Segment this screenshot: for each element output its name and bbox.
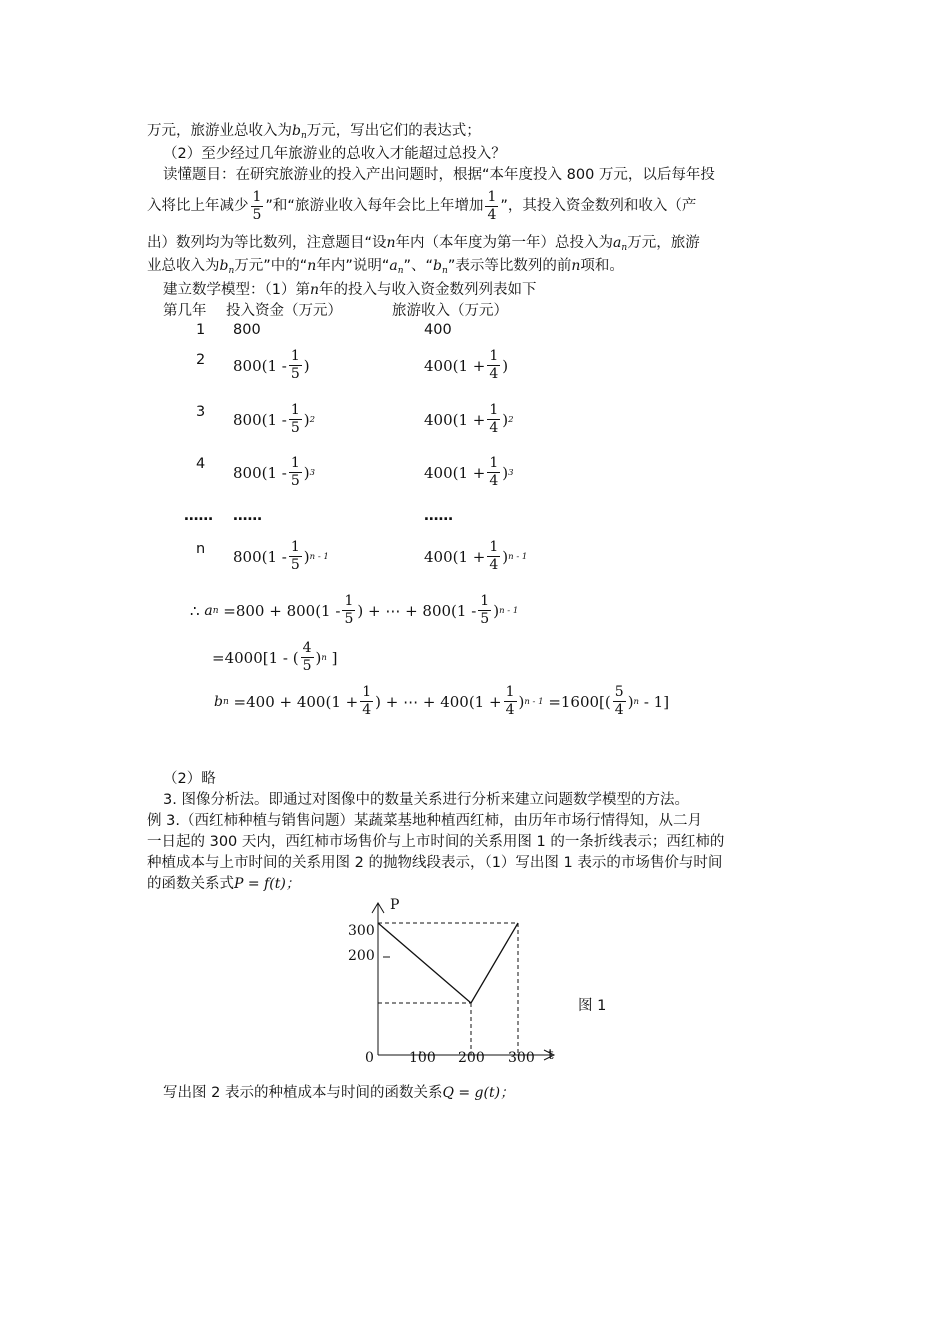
expr-text: ) <box>315 648 322 667</box>
expr-text: ) <box>502 356 509 375</box>
exponent: 3 <box>508 467 514 478</box>
expr-text: ) <box>303 547 310 566</box>
numerator: 1 <box>489 348 499 364</box>
symbol-a: a <box>613 235 622 251</box>
text-line-17: 3. 图像分析法。即通过对图像中的数量关系进行分析来建立问题数学模型的方法。 <box>163 792 689 808</box>
denominator: 5 <box>290 557 300 573</box>
exponent: 2 <box>309 414 316 425</box>
fraction-one-fifth <box>289 539 302 574</box>
fraction-five-fourths <box>613 684 626 719</box>
fraction-one-fourth <box>487 539 500 574</box>
exponent: n - 1 <box>499 605 519 616</box>
subscript-n: n <box>300 131 307 141</box>
exponent: n - 1 <box>309 551 329 562</box>
symbol-n: n <box>386 235 396 251</box>
denominator: 4 <box>489 557 499 573</box>
axis-label-p: P <box>390 897 400 913</box>
expr-text: ) <box>627 692 634 711</box>
expr-text: - 1] <box>643 692 670 711</box>
text-fragment: 入将比上年减少 <box>147 198 249 214</box>
numerator: 5 <box>614 684 624 700</box>
subscript-n: n <box>228 266 235 276</box>
expr-text: =400 + 400(1 + <box>233 692 359 711</box>
expr-text: ) <box>502 410 509 429</box>
denominator: 5 <box>290 420 300 436</box>
exponent: n - 1 <box>508 551 528 562</box>
denominator: 4 <box>362 702 372 718</box>
symbol-a: a <box>389 258 398 274</box>
row-ellipsis-income: …… <box>424 508 453 524</box>
text-line-2: （2）至少经过几年旅游业的总收入才能超过总投入？ <box>163 146 506 162</box>
expr-text: ) <box>518 692 525 711</box>
expr-text: ) <box>502 547 509 566</box>
row-4-invest <box>233 455 315 490</box>
fraction-one-fifth <box>342 593 355 628</box>
expr-text: ) + ⋯ + 400(1 + <box>375 692 502 711</box>
row-1-year: 1 <box>196 322 206 338</box>
expr-text: =800 + 800(1 - <box>223 601 341 620</box>
text-line-1 <box>147 121 481 146</box>
row-3-year: 3 <box>196 404 206 420</box>
expr-text: 400(1 + <box>424 356 486 375</box>
symbol-n: n <box>309 282 320 298</box>
figure-1-graph <box>340 895 570 1070</box>
symbol-n: n <box>307 258 317 274</box>
exponent: 3 <box>309 467 316 478</box>
row-2-invest <box>233 348 310 383</box>
subscript-n: n <box>442 266 448 276</box>
row-1-income: 400 <box>424 322 452 338</box>
row-ellipsis-year: …… <box>184 508 213 524</box>
function-f-expr: P = f(t)； <box>234 876 300 892</box>
fraction-one-fifth <box>289 455 302 490</box>
numerator: 1 <box>489 539 499 555</box>
symbol-b: b <box>433 258 443 274</box>
denominator: 5 <box>290 366 300 382</box>
fraction-one-fourth <box>360 684 373 719</box>
numerator: 1 <box>290 539 300 555</box>
function-g-expr: Q = g(t)； <box>442 1085 515 1101</box>
expr-text: 400(1 + <box>424 463 486 482</box>
x-label-300: 300 <box>508 1050 535 1066</box>
symbol-b: b <box>292 123 301 139</box>
formula-an-closed <box>212 640 338 675</box>
row-2-income <box>424 348 508 383</box>
symbol-b: b <box>219 258 229 274</box>
fraction-one-fourth <box>504 684 517 719</box>
numerator: 1 <box>487 188 497 205</box>
text-fragment: ”、“ <box>403 258 434 274</box>
table-header-invest: 投入资金（万元） <box>226 303 342 319</box>
row-4-income <box>424 455 514 490</box>
denominator: 4 <box>489 420 499 436</box>
denominator: 5 <box>480 611 490 627</box>
therefore-symbol: ∴ <box>190 601 200 620</box>
denominator: 4 <box>487 206 497 223</box>
text-fragment: ”表示等比数列的前 <box>447 258 572 274</box>
denominator: 4 <box>489 473 499 489</box>
text-line-5 <box>147 233 700 258</box>
row-4-year: 4 <box>196 456 206 472</box>
fraction-four-fifths <box>301 640 314 675</box>
price-polyline <box>378 923 518 1003</box>
row-3-income <box>424 402 514 437</box>
expr-text: 400(1 + <box>424 410 486 429</box>
table-header-year: 第几年 <box>163 303 207 319</box>
numerator: 1 <box>252 188 262 205</box>
text-fragment: 写出图 2 表示的种植成本与时间的函数关系 <box>163 1085 443 1101</box>
row-3-invest <box>233 402 315 437</box>
text-line-16: （2）略 <box>163 771 216 787</box>
text-fragment: 建立数学模型：（1）第 <box>163 282 310 298</box>
fraction-one-fourth <box>487 348 500 383</box>
text-line-18: 例 3.（西红柿种植与销售问题）某蔬菜基地种植西红柿，由历年市场行情得知，从二月 <box>147 813 702 829</box>
subscript-n: n <box>397 266 404 276</box>
numerator: 1 <box>480 593 490 609</box>
row-1-invest: 800 <box>233 322 261 338</box>
expr-text: 800(1 - <box>233 547 287 566</box>
numerator: 4 <box>302 640 312 656</box>
expr-text: ) <box>502 463 509 482</box>
figure-1-caption: 图 1 <box>578 998 607 1014</box>
expr-text: ) + ⋯ + 800(1 - <box>357 601 477 620</box>
fraction-one-fourth <box>487 402 500 437</box>
denominator: 4 <box>489 366 499 382</box>
formula-an <box>190 593 518 628</box>
numerator: 1 <box>505 684 515 700</box>
row-n-year: n <box>196 541 206 557</box>
exponent: n <box>321 652 327 663</box>
text-fragment: 业总收入为 <box>147 258 220 274</box>
expr-text: ) <box>303 463 310 482</box>
denominator: 5 <box>344 611 354 627</box>
text-fragment: 的函数关系式 <box>147 876 234 892</box>
expr-text: ) <box>303 356 310 375</box>
exponent: n - 1 <box>524 696 544 707</box>
subscript-n: n <box>222 696 229 707</box>
numerator: 1 <box>489 455 499 471</box>
text-line-20: 种植成本与上市时间的关系用图 2 的抛物线段表示，（1）写出图 1 表示的市场售价与时间 <box>147 855 723 871</box>
expr-text: ] <box>331 648 338 667</box>
fraction-one-fifth <box>289 348 302 383</box>
text-fragment: 年内（本年度为第一年）总投入为 <box>395 235 614 251</box>
text-line-22 <box>163 1083 514 1103</box>
text-fragment: 项和。 <box>580 258 624 274</box>
row-2-year: 2 <box>196 352 206 368</box>
symbol-n: n <box>571 258 581 274</box>
numerator: 1 <box>290 455 300 471</box>
denominator: 5 <box>290 473 300 489</box>
numerator: 1 <box>362 684 372 700</box>
denominator: 5 <box>252 206 262 223</box>
text-line-21 <box>147 874 300 894</box>
formula-bn <box>214 684 669 719</box>
text-fragment: 万元，旅游 <box>627 235 700 251</box>
subscript-n: n <box>212 605 219 616</box>
row-ellipsis-invest: …… <box>233 508 262 524</box>
expr-text: 800(1 - <box>233 410 287 429</box>
x-label-200: 200 <box>458 1050 485 1066</box>
denominator: 4 <box>505 702 515 718</box>
row-n-invest <box>233 539 329 574</box>
denominator: 4 <box>614 702 624 718</box>
text-line-6 <box>147 256 624 281</box>
exponent: n <box>633 696 640 707</box>
exponent: 2 <box>508 414 514 425</box>
numerator: 1 <box>290 402 300 418</box>
fraction-one-fifth <box>251 189 264 224</box>
text-line-19: 一日起的 300 天内，西红柿市场售价与上市时间的关系用图 1 的一条折线表示；西红柿的 <box>147 834 725 850</box>
y-label-200: 200 <box>348 948 375 964</box>
subscript-n: n <box>621 243 628 253</box>
expr-text: 400(1 + <box>424 547 486 566</box>
expr-text: ) <box>493 601 500 620</box>
text-fragment: 出）数列均为等比数列，注意题目“设 <box>147 235 387 251</box>
text-line-4 <box>147 186 696 226</box>
origin-label: 0 <box>365 1050 374 1066</box>
expr-text: =1600[( <box>548 692 611 711</box>
expr-text: ) <box>303 410 310 429</box>
row-n-income <box>424 539 527 574</box>
text-line-3: 读懂题目：在研究旅游业的投入产出问题时，根据“本年度投入 800 万元，以后每年投 <box>163 167 715 183</box>
fraction-one-fourth <box>485 189 498 224</box>
denominator: 5 <box>302 658 312 674</box>
text-fragment: ”，其投入资金数列和收入（产 <box>500 198 697 214</box>
expr-text: =4000[1 - ( <box>212 648 299 667</box>
expr-text: 800(1 - <box>233 356 287 375</box>
numerator: 1 <box>290 348 300 364</box>
symbol-a: a <box>204 602 213 619</box>
expr-text: 800(1 - <box>233 463 287 482</box>
text-fragment: 万元”中的“ <box>234 258 308 274</box>
fraction-one-fifth <box>478 593 491 628</box>
symbol-b: b <box>214 693 223 710</box>
text-fragment: 万元，旅游业总收入为 <box>147 123 292 139</box>
fraction-one-fourth <box>487 455 500 490</box>
text-fragment: 年的投入与收入资金数列列表如下 <box>319 282 537 298</box>
numerator: 1 <box>489 402 499 418</box>
x-label-100: 100 <box>409 1050 436 1066</box>
text-fragment: 年内”说明“ <box>316 258 390 274</box>
axis-label-t: t <box>548 1047 554 1063</box>
y-label-300: 300 <box>348 923 375 939</box>
text-fragment: 万元，写出它们的表达式； <box>306 123 481 139</box>
table-header-income: 旅游收入（万元） <box>392 303 508 319</box>
text-line-7 <box>163 280 537 300</box>
fraction-one-fifth <box>289 402 302 437</box>
text-fragment: ”和“旅游业收入每年会比上年增加 <box>265 198 484 214</box>
numerator: 1 <box>344 593 354 609</box>
